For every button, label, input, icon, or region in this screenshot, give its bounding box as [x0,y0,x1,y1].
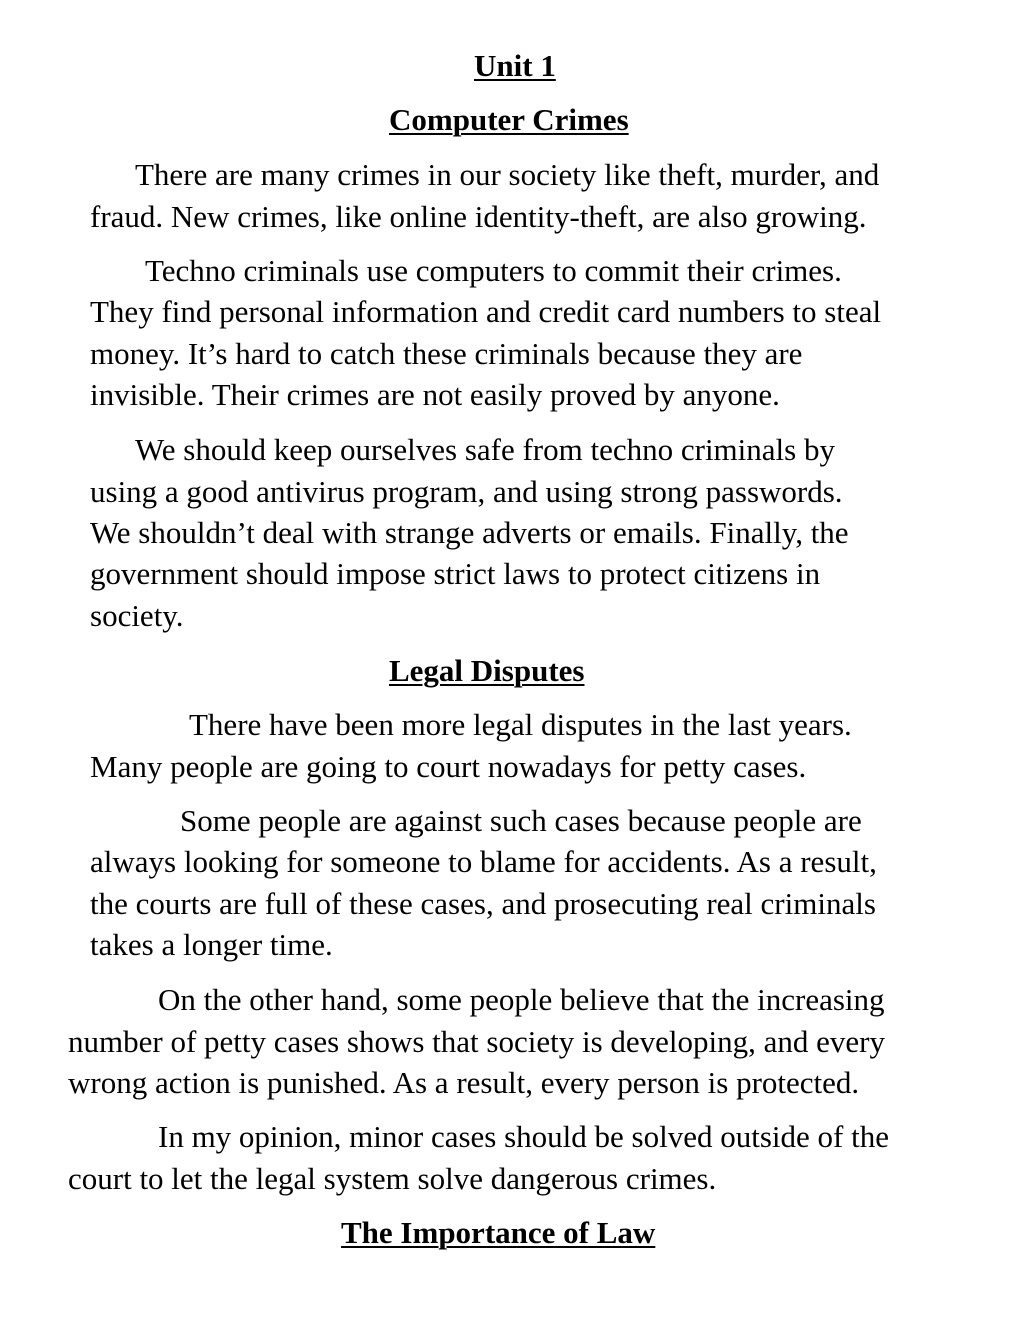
paragraph-line: money. It’s hard to catch these criminals because they are [90,336,803,371]
paragraph-line: There have been more legal disputes in the last years. [189,707,852,742]
paragraph-line: number of petty cases shows that society is developing, and every [68,1024,885,1059]
paragraph-line: always looking for someone to blame for accidents. As a result, [90,844,877,879]
section-heading-legal-disputes: Legal Disputes [389,653,585,688]
paragraph-line: There are many crimes in our society like theft, murder, and [135,157,880,192]
paragraph-line: In my opinion, minor cases should be solved outside of the [158,1119,889,1154]
section-heading-computer-crimes: Computer Crimes [389,102,629,137]
section-heading-importance-of-law: The Importance of Law [341,1215,656,1250]
paragraph-line: Some people are against such cases because people are [180,803,862,838]
paragraph-line: government should impose strict laws to protect citizens in [90,556,821,591]
paragraph-line: We should keep ourselves safe from techno criminals by [135,432,835,467]
paragraph-line: They find personal information and credit card numbers to steal [90,294,882,329]
paragraph-line: On the other hand, some people believe that the increasing [158,982,885,1017]
paragraph-line: the courts are full of these cases, and prosecuting real criminals [90,886,876,921]
paragraph-line: wrong action is punished. As a result, every person is protected. [68,1065,860,1100]
paragraph-line: fraud. New crimes, like online identity-theft, are also growing. [90,199,867,234]
unit-title: Unit 1 [474,48,556,83]
paragraph-line: using a good antivirus program, and using strong passwords. [90,474,843,509]
paragraph-line: We shouldn’t deal with strange adverts or emails. Finally, the [90,515,849,550]
paragraph-line: society. [90,598,184,633]
paragraph-line: court to let the legal system solve dangerous crimes. [68,1161,717,1196]
paragraph-line: invisible. Their crimes are not easily proved by anyone. [90,377,780,412]
paragraph-line: Techno criminals use computers to commit their crimes. [145,253,842,288]
paragraph-line: takes a longer time. [90,927,333,962]
paragraph-line: Many people are going to court nowadays for petty cases. [90,749,807,784]
